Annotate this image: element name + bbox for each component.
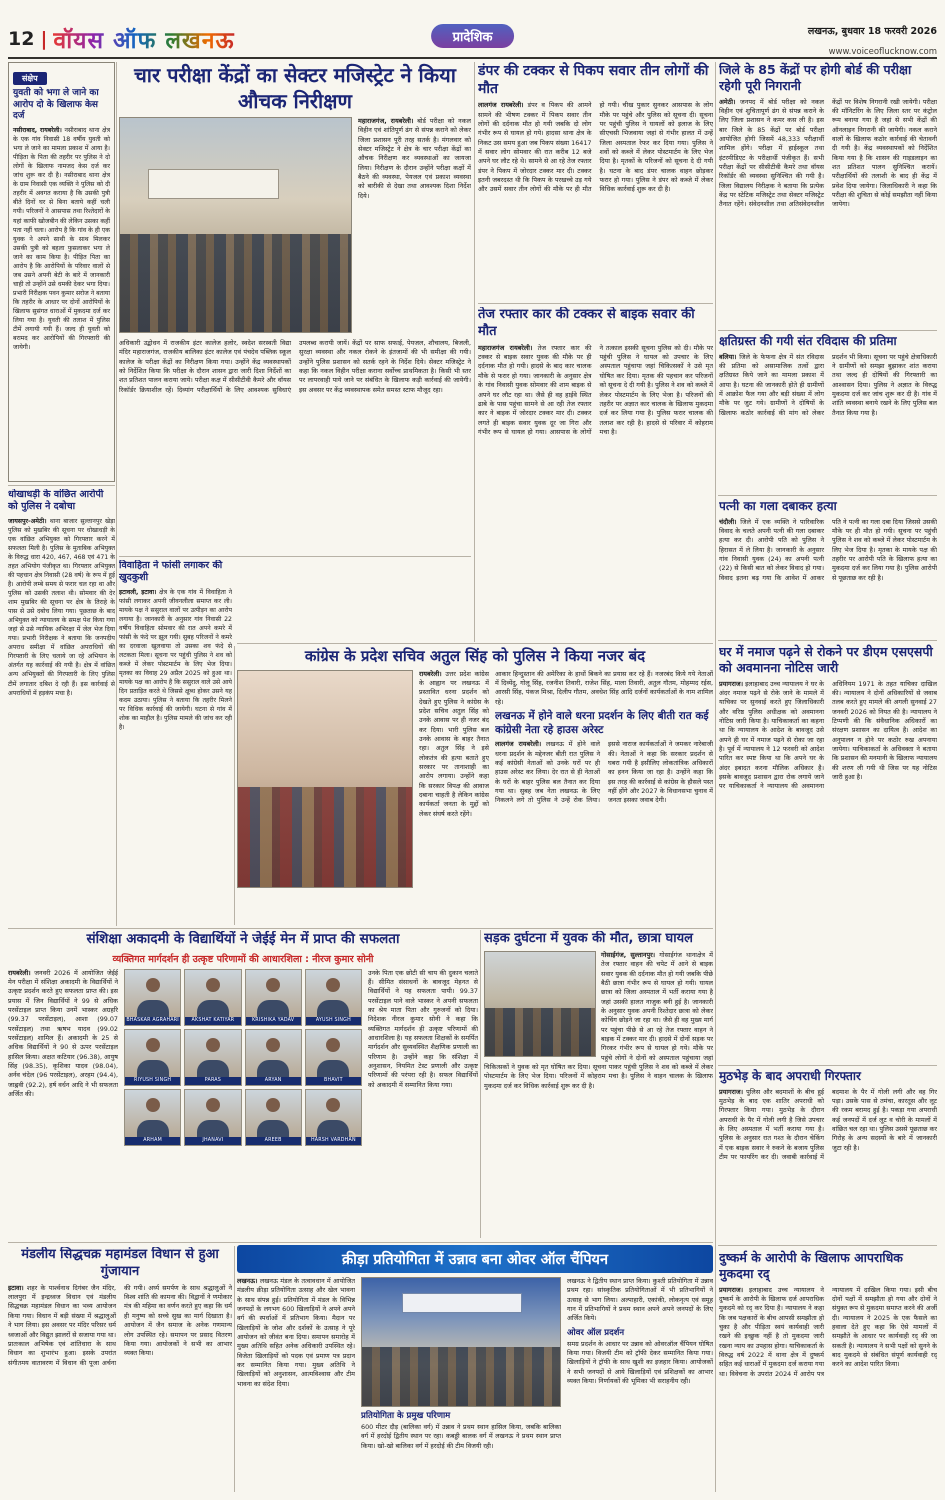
masthead [8, 20, 937, 59]
article-headline: मंडलीय सिद्धचक्र महामंडल विधान से हुआ गुंजायान [21, 1247, 219, 1279]
body-text: लखनऊ मंडल के तत्वावधान में आयोजित मंडलीय क्रीड़ा प्रतियोगिता उत्साह और खेल भावना के साथ संपन्न हुई। प्रतियोगिता में मंडल के विभिन्न जनपदों के लगभग 600 खिलाड़ियों ने अपने अपने वर्ग की स्पर्धाओं में प्रतिभाग किया। मैदान पर खिलाड़ियों के जोश और दर्शकों के उत्साह ने पूरे आयोजन को जीवंत बना दिया। समापन समारोह में मुख्य अतिथि सहित अनेक अधिकारी उपस्थित रहे। विजेता खिलाड़ियों को पदक एवं प्रमाण पत्र प्रदान कर सम्मानित किया गया। मुख्य अतिथि ने खिलाड़ियों को अनुशासन, आत्मविश्वास और टीम भावना का संदेश दिया। [237, 1277, 355, 1388]
article-body [8, 1284, 232, 1482]
article-headline: दुष्कर्म के आरोपी के खिलाफ आपराधिक मुकदमा रद् [719, 1250, 903, 1282]
article-headline: क्षतिग्रस्त की गयी संत रविदास की प्रतिमा [719, 334, 897, 348]
body-text [719, 1286, 937, 1379]
student-photo [184, 1029, 241, 1086]
body-text: इलाहाबाद उच्च न्यायालय ने घर के अंदर नमाज पढ़ने से रोके जाने के मामले में याचिका पर सुनवाई करते हुए जिलाधिकारी और वरिष्ठ पुलिस अधीक्षक को अवमानना नोटिस जारी किया है। याचिकाकर्ता का कहना था कि न्यायालय के आदेश के बावजूद उसे अपने ही घर में नमाज पढ़ने से रोका जा रहा है। पूर्व में न्यायालय ने 12 फरवरी को आदेश पारित कर स्पष्ट किया था कि अपने घर के अंदर इबादत करना मौलिक अधिकार है। इसके बावजूद प्रशासन द्वारा रोक लगाये जाने पर याचिकाकर्ता ने न्यायालय की अवमानना अधिनियम 1971 के तहत याचिका दाखिल की। न्यायालय ने दोनों अधिकारियों से जवाब तलब करते हुए मामले की अगली सुनवाई 27 जनवरी 2026 को नियत की है। न्यायालय ने टिप्पणी की कि संवैधानिक अधिकारों का संरक्षण प्रशासन का दायित्व है। आदेश का अनुपालन न होने पर कठोर रुख अपनाया जायेगा। याचिकाकर्ता के अधिवक्ता ने बताया कि प्रशासन की मनमानी के खिलाफ न्यायालय की शरण ली गयी थी जिस पर यह नोटिस जारी हुआ है। [719, 679, 937, 791]
body-text: नसीराबाद थाना क्षेत्र के एक गांव निवासी 18 वर्षीय युवती को भगा ले जाने का मामला प्रकाश में आया है। पीड़िता के पिता की तहरीर पर पुलिस ने दो लोगों के खिलाफ नामजद केस दर्ज कर जांच शुरू कर दी है। नसीराबाद थाना क्षेत्र के ग्राम निवासी एक व्यक्ति ने पुलिस को दी तहरीर में अवगत कराया है कि उसकी पुत्री बीते दिनों घर से बिना बताये कहीं चली गयी। परिजनों ने आसपास तथा रिश्तेदारों के यहां काफी खोजबीन की लेकिन उसका कहीं पता नहीं चला। आरोप है कि गांव के ही एक युवक ने अपने साथी के साथ मिलकर उसकी पुत्री को बहला फुसलाकर भगा ले जाने का काम किया है। पीड़ित पिता का आरोप है कि आरोपियों के परिवार वालों से जब उसने अपनी बेटी के बारे में जानकारी चाही तो उन्होंने उसे धमकी देकर भगा दिया। प्रभारी निरीक्षक पवन कुमार सरोज ने बताया कि तहरीर के आधार पर दोनों आरोपियों के खिलाफ सुसंगत धाराओं में मुकदमा दर्ज कर लिया गया है। युवती की तलाश में पुलिस टीमें लगायी गयी हैं। जल्द ही युवती को बरामद कर आरोपियों की गिरफ्तारी की जायेगी। [13, 127, 110, 352]
congress-row [237, 670, 713, 916]
article-headline: तेज रफ्तार कार की टक्कर से बाइक सवार की मौत [478, 307, 695, 339]
dateline: जायसपुर-अमेठी। [8, 517, 47, 525]
dateline: नसीराबाद, रायबरेली। [13, 127, 62, 135]
student-name: PARAS [185, 1077, 240, 1085]
overall-body: समग्र प्रदर्शन के आधार पर उन्नाव को ओवरऑल चैंपियन घोषित किया गया। विजयी टीम को ट्रॉफी देकर सम्मानित किया गया। खिलाड़ियों ने ट्रॉफी के साथ खुशी का इजहार किया। आयोजकों ने सभी जनपदों से आये खिलाड़ियों एवं प्रशिक्षकों का आभार व्यक्त किया। निर्णायकों की भूमिका भी सराहनीय रही। [567, 1339, 713, 1386]
body-text [478, 344, 713, 437]
briefs-box-title: संक्षेप [13, 72, 47, 85]
article-board-exam [719, 62, 937, 326]
dateline: चंदौली। [719, 517, 737, 526]
student-portrait-photo [125, 1090, 180, 1137]
divider [116, 62, 117, 926]
sports-right-text: लखनऊ ने द्वितीय स्थान प्राप्त किया। कुश्ती प्रतियोगिता में उन्नाव प्रथम रहा। सांस्कृतिक प्रतियोगिताओं में भी प्रतिभागियों ने उत्साह से भाग लिया। अल्पाहारी, एकांकी, लोकनृत्य एवं समूह गान में प्रतिभागियों ने प्रथम स्थान अपने अपने जनपदों के लिए अर्जित किये। [567, 1277, 713, 1323]
article-body [119, 588, 232, 733]
dateline: अमेठी। [719, 97, 736, 106]
body-text: जनपद में बोर्ड परीक्षा को नकल विहीन एवं शुचितापूर्ण ढंग से संपन्न कराने के लिए जिला प्रशासन ने कमर कस ली है। इस बार जिले के 85 केंद्रों पर बोर्ड परीक्षा आयोजित होगी जिसमें 48,333 परीक्षार्थी शामिल होंगे। परीक्षा में हाईस्कूल तथा इंटरमीडिएट के परीक्षार्थी पंजीकृत हैं। सभी परीक्षा केंद्रों पर सीसीटीवी कैमरे तथा वॉयस रिकॉर्डर की व्यवस्था सुनिश्चित की गयी है। जिला विद्यालय निरीक्षक ने बताया कि प्रत्येक केंद्र पर स्टेटिक मजिस्ट्रेट तथा सेक्टर मजिस्ट्रेट तैनात रहेंगे। संवेदनशील तथा अतिसंवेदनशील केंद्रों पर विशेष निगरानी रखी जायेगी। परीक्षा की मॉनिटरिंग के लिए जिला स्तर पर कंट्रोल रूम बनाया गया है जहां से सभी केंद्रों की ऑनलाइन निगरानी की जायेगी। नकल कराने वालों के खिलाफ कठोर कार्रवाई की चेतावनी दी गयी है। केंद्र व्यवस्थापकों को निर्देशित किया गया है कि शासन की गाइडलाइन का शत प्रतिशत पालन सुनिश्चित करायें। परीक्षार्थियों की तलाशी के बाद ही केंद्र में प्रवेश दिया जायेगा। जिलाधिकारी ने कहा कि परीक्षा की शुचिता से कोई समझौता नहीं किया जायेगा। [719, 97, 937, 209]
dateline: प्रयागराज। [719, 679, 744, 688]
article-encounter-arrest [719, 1069, 937, 1239]
jee-photo-grid [124, 969, 362, 1227]
article-suicide [119, 560, 232, 925]
article-briefs [8, 62, 115, 482]
dateline: इटावली, इटावा। [119, 588, 157, 596]
page-number: 12 [8, 27, 35, 50]
article-congress-detained [237, 647, 713, 925]
jee-row [8, 969, 478, 1227]
student-portrait-photo [306, 1090, 361, 1137]
student-name: BHAVIT [306, 1077, 361, 1085]
article-sports-champion [237, 1245, 713, 1495]
divider [237, 643, 713, 644]
body-text: जनवरी 2026 में आयोजित जेईई मेन परीक्षा में संशिक्षा अकादमी के विद्यार्थियों ने उत्कृष्ट प्रदर्शन करते हुए सफलता प्राप्त की। इस प्रयास में जिन विद्यार्थियों ने 99 से अधिक परसेंटाइल प्राप्त किया उनमें भास्कर अग्रहरि (99.37 परसेंटाइल), आशा (99.07 परसेंटाइल) तथा ऋषभ यादव (99.02 परसेंटाइल) शामिल हैं। अकादमी के 25 से अधिक विद्यार्थियों ने 90 से ऊपर परसेंटाइल हासिल किया। अक्षत कटियार (96.38), आयुष सिंह (98.35), कृशिका यादव (98.04), अर्नव चंदेल (96 परसेंटाइल), अरहम (94.4), जाह्नवी (92.2), हर्ष वर्धन आदि ने भी सफलता अर्जित की। [8, 968, 118, 1099]
student-photo [124, 1029, 181, 1086]
divider [718, 1245, 937, 1246]
masthead-separator: | [40, 27, 48, 50]
divider [8, 928, 713, 929]
article-headline: लखनऊ में होने वाले धरना प्रदर्शन के लिए बीती रात कई कांग्रेसी नेता रहे हाउस अरेस्ट [495, 709, 709, 736]
article-fraud-arrest [8, 489, 115, 926]
results-title: प्रतियोगिता के प्रमुख परिणाम [361, 1411, 451, 1421]
jee-right-text [368, 969, 478, 1227]
student-name: HARSH VARDHAN [306, 1137, 361, 1145]
student-portrait-photo [185, 1030, 240, 1077]
body-text: शहर के पार्श्वनाथ दिगंबर जैन मंदिर, लालपुरा में इन्द्रध्वज विधान एवं मंडलीय सिद्धचक्र महामंडल विधान का भव्य आयोजन किया गया। विधान में बड़ी संख्या में श्रद्धालुओं ने भाग लिया। इस अवसर पर मंदिर परिसर धर्म ध्वजाओं और विद्युत झालरों से सजाया गया था। प्रातःकाल अभिषेक एवं शांतिधारा के साथ विधान का शुभारंभ हुआ। इसके उपरांत संगीतमय वातावरण में विधान की पूजा अर्चना की गयी। अर्घ्य समर्पण के साथ श्रद्धालुओं ने विश्व शांति की कामना की। विद्वानों ने णमोकार मंत्र की महिमा का वर्णन करते हुए कहा कि धर्म ही मनुष्य को सच्चे सुख का मार्ग दिखाता है। आयोजन में जैन समाज के अनेक गणमान्य लोग उपस्थित रहे। समापन पर प्रसाद वितरण किया गया। आयोजकों ने सभी का आभार व्यक्त किया। [8, 1283, 232, 1367]
student-photo [245, 969, 302, 1026]
divider [478, 303, 713, 304]
student-name: AYUSH SINGH [306, 1017, 361, 1025]
article-headline: मुठभेड़ के बाद अपराधी गिरफ्तार [719, 1069, 861, 1083]
divider [119, 556, 471, 557]
accident-photo [484, 951, 596, 1057]
article-contempt-notice [719, 644, 937, 1062]
congress-photo [237, 670, 413, 888]
article-subhead: व्यक्तिगत मार्गदर्शन ही उत्कृष्ट परिणामों की आधारशिला : नीरज कुमार सोनी [112, 953, 374, 965]
inspection-top-row [119, 117, 471, 335]
body-text: तेज रफ्तार कार की टक्कर से बाइक सवार युवक की मौके पर ही दर्दनाक मौत हो गयी। हादसे के बाद कार चालक मौके से फरार हो गया। जानकारी के अनुसार क्षेत्र के गांव निवासी युवक सोमवार की शाम बाइक से अपने घर लौट रहा था। जैसे ही वह हाईवे स्थित ढाबे के पास पहुंचा सामने से आ रही तेज रफ्तार कार ने बाइक में जोरदार टक्कर मार दी। टक्कर लगते ही बाइक सवार युवक दूर जा गिरा और गंभीर रूप से घायल हो गया। आसपास के लोगों ने तत्काल इसकी सूचना पुलिस को दी। मौके पर पहुंची पुलिस ने घायल को उपचार के लिए अस्पताल पहुंचाया जहां चिकित्सकों ने उसे मृत घोषित कर दिया। मृतक की पहचान कर परिजनों को सूचना दे दी गयी है। पुलिस ने शव को कब्जे में लेकर पोस्टमार्टम के लिए भेजा है। परिजनों की तहरीर पर अज्ञात कार चालक के खिलाफ मुकदमा दर्ज कर लिया गया है। पुलिस फरार चालक की तलाश कर रही है। हादसे से परिवार में कोहराम मचा है। [478, 343, 713, 436]
body-text [8, 1284, 232, 1368]
student-portrait-photo [306, 1030, 361, 1077]
student-portrait-photo [306, 970, 361, 1017]
body-text: क्षेत्र के एक गांव में विवाहिता ने फांसी लगाकर अपनी जीवनलीला समाप्त कर ली। मायके पक्ष ने ससुराल वालों पर उत्पीड़न का आरोप लगाया है। जानकारी के अनुसार गांव निवासी 22 वर्षीय विवाहिता सोमवार की रात अपने कमरे में फांसी के फंदे पर झूल गयी। सुबह परिजनों ने कमरे का दरवाजा खुलवाया तो उसका शव फंदे से लटकता मिला। सूचना पर पहुंची पुलिस ने शव को कब्जे में लेकर पोस्टमार्टम के लिए भेज दिया। मृतका का विवाह 29 अप्रैल 2025 को हुआ था। मायके पक्ष का आरोप है कि ससुराल वाले उसे आये दिन प्रताड़ित करते थे जिससे क्षुब्ध होकर उसने यह कदम उठाया। पुलिस ने बताया कि तहरीर मिलने पर विधिक कार्रवाई की जायेगी। घटना से गांव में शोक का माहौल है। पुलिस मामले की जांच कर रही है। [119, 588, 232, 732]
article-body [719, 1088, 937, 1230]
divider [8, 485, 115, 486]
article-body [495, 740, 713, 882]
divider [718, 1065, 937, 1066]
body-text [719, 518, 937, 583]
divider [234, 646, 235, 925]
article-body [719, 518, 937, 632]
divider [718, 495, 937, 496]
article-headline: डंपर की टक्कर से पिकप सवार तीन लोगों की मौत [478, 63, 709, 98]
divider [715, 62, 716, 1492]
body-text: जिले के फेफना क्षेत्र में संत रविदास की प्रतिमा को असामाजिक तत्वों द्वारा क्षतिग्रस्त किये जाने का मामला प्रकाश में आया है। घटना की जानकारी होते ही ग्रामीणों में आक्रोश फैल गया और बड़ी संख्या में लोग मौके पर जुट गये। ग्रामीणों ने दोषियों के खिलाफ कठोर कार्रवाई की मांग को लेकर प्रदर्शन भी किया। सूचना पर पहुंचे क्षेत्राधिकारी ने ग्रामीणों को समझा बुझाकर शांत कराया तथा जल्द ही दोषियों की गिरफ्तारी का आश्वासन दिया। पुलिस ने अज्ञात के विरुद्ध मुकदमा दर्ज कर जांच शुरू कर दी है। गांव में शांति व्यवस्था बनाये रखने के लिए पुलिस बल तैनात किया गया है। [719, 352, 937, 417]
divider [718, 640, 937, 641]
paper-name: वॉयस ऑफ लखनऊ [53, 23, 234, 55]
article-case-quashed [719, 1250, 937, 1492]
article-body [719, 680, 937, 1042]
dateline: लालगंज रायबरेली। [478, 101, 524, 110]
student-name: AREEB [246, 1137, 301, 1145]
article-body [8, 517, 115, 698]
article-headline: चार परीक्षा केंद्रों का सेक्टर मजिस्ट्रेट ने किया औचक निरीक्षण [134, 63, 456, 113]
divider [474, 62, 475, 642]
article-body [358, 117, 471, 201]
dateline: गोसाईगंज, सुल्तानपुर। [601, 950, 656, 959]
body-text: उत्तर प्रदेश कांग्रेस के आह्वान पर लखनऊ में प्रस्तावित धरना प्रदर्शन को देखते हुए पुलिस ने कांग्रेस के प्रदेश सचिव अतुल सिंह को उनके आवास पर ही नजर बंद कर दिया। भारी पुलिस बल उनके आवास के बाहर तैनात रहा। अतुल सिंह ने इसे लोकतंत्र की हत्या बताते हुए सरकार पर तानाशाही का आरोप लगाया। उन्होंने कहा कि सरकार विपक्ष की आवाज दबाना चाहती है लेकिन कांग्रेस कार्यकर्ता जनता के मुद्दों को लेकर संघर्ष करते रहेंगे। [419, 669, 489, 818]
article-headline: जिले के 85 केंद्रों पर होगी बोर्ड की परीक्षा रहेगी पूरी निगरानी [719, 62, 912, 94]
article-vidhan [8, 1247, 232, 1492]
body-text [719, 1088, 937, 1163]
dateline: महाराजगंज रायबरेली। [478, 343, 533, 352]
briefs-box [8, 62, 115, 482]
student-photo [245, 1029, 302, 1086]
body-text [495, 740, 713, 805]
student-photo [305, 969, 362, 1026]
divider [718, 330, 937, 331]
article-inspection [119, 62, 471, 554]
article-body [478, 101, 713, 297]
sports-left-text [237, 1277, 355, 1491]
article-body [419, 670, 489, 820]
sports-mid-col [361, 1277, 561, 1491]
divider [234, 1246, 235, 1492]
student-name: ARHAM [125, 1137, 180, 1145]
results-body: 600 मीटर दौड़ (बालिका वर्ग) में उन्नाव ने प्रथम स्थान हासिल किया, जबकि बालिका वर्ग में हरदोई द्वितीय स्थान पर रहा। कबड्डी बालक वर्ग में लखनऊ ने प्रथम स्थान प्राप्त किया। खो-खो बालिका वर्ग में हरदोई की टीम विजयी रही। [361, 1423, 561, 1450]
congress-body-col [419, 670, 489, 914]
dateline: बलिया। [719, 352, 737, 361]
dateline: रायबरेली। [419, 669, 442, 678]
dateline: इटावा। [8, 1283, 24, 1292]
body-text: जिले में एक व्यक्ति ने पारिवारिक विवाद के चलते अपनी पत्नी की गला दबाकर हत्या कर दी। आरोपी पति को पुलिस ने हिरासत में ले लिया है। जानकारी के अनुसार गांव निवासी युवक (24) का अपनी पत्नी (22) से किसी बात को लेकर विवाद हो गया। विवाद इतना बढ़ गया कि आवेश में आकर पति ने पत्नी का गला दबा दिया जिससे उसकी मौके पर ही मौत हो गयी। सूचना पर पहुंची पुलिस ने शव को कब्जे में लेकर पोस्टमार्टम के लिए भेज दिया है। मृतका के मायके पक्ष की तहरीर पर आरोपी पति के खिलाफ हत्या का मुकदमा दर्ज कर लिया गया है। पुलिस आरोपी से पूछताछ कर रही है। [719, 517, 937, 582]
article-jee-success [8, 931, 478, 1239]
body-text: इलाहाबाद उच्च न्यायालय ने दुष्कर्म के आरोपी के खिलाफ दर्ज आपराधिक मुकदमे को रद् कर दिया है। न्यायालय ने कहा कि जब पक्षकारों के बीच आपसी समझौता हो चुका है और पीड़िता स्वयं कार्यवाही जारी रखने की इच्छुक नहीं है तो मुकदमा जारी रखना न्याय का उपहास होगा। याचिकाकर्ता के विरुद्ध वर्ष 2022 में थाना क्षेत्र में दुष्कर्म सहित कई धाराओं में मुकदमा दर्ज कराया गया था। विवेचना के उपरांत 2024 में आरोप पत्र न्यायालय में दाखिल किया गया। इसी बीच दोनों पक्षों में समझौता हो गया और दोनों ने संयुक्त रूप से मुकदमा समाप्त करने की अर्जी दी। न्यायालय ने 2025 के एक फैसले का हवाला देते हुए कहा कि ऐसे मामलों में समझौते के आधार पर कार्यवाही रद् की जा सकती है। न्यायालय ने सभी पक्षों को सुनने के बाद मुकदमे से संबंधित संपूर्ण कार्यवाही रद् करने का आदेश पारित किया। [719, 1285, 937, 1378]
student-photo-grid [124, 969, 362, 1146]
body-text: बोर्ड परीक्षा को नकल विहीन एवं शांतिपूर्ण ढंग से संपन्न कराने को लेकर जिला प्रशासन पूरी तरह सतर्क है। मंगलवार को सेक्टर मजिस्ट्रेट ने क्षेत्र के चार परीक्षा केंद्रों का औचक निरीक्षण कर व्यवस्थाओं का जायजा लिया। निरीक्षण के दौरान उन्होंने परीक्षा कक्षों में बैठने की व्यवस्था, पेयजल एवं प्रकाश व्यवस्था को बारीकी से देखा तथा आवश्यक दिशा निर्देश दिये। [358, 117, 471, 200]
student-photo [184, 1089, 241, 1146]
article-body [719, 353, 937, 479]
sports-row [237, 1277, 713, 1491]
article-statue-damaged [719, 334, 937, 492]
article-body [719, 1286, 937, 1482]
student-name: AKSHAT KATIYAR [185, 1017, 240, 1025]
student-portrait-photo [185, 970, 240, 1017]
masthead-right [808, 19, 937, 59]
article-headline: पत्नी का गला दबाकर हत्या [719, 499, 837, 513]
body-text [719, 680, 937, 792]
section-badge: प्रादेशिक [431, 24, 515, 48]
body-text: पुलिस और बदमाशों के बीच हुई मुठभेड़ के बाद एक शातिर अपराधी को गिरफ्तार किया गया। मुठभेड़ के दौरान अपराधी के पैर में गोली लगी है जिसे उपचार के लिए अस्पताल में भर्ती कराया गया है। पुलिस के अनुसार रात गश्त के दौरान चेकिंग में एक बाइक सवार ने रुकने के बजाय पुलिस टीम पर फायरिंग कर दी। जवाबी कार्रवाई में बदमाश के पैर में गोली लगी और वह गिर पड़ा। उसके पास से तमंचा, कारतूस और लूट की रकम बरामद हुई है। पकड़ा गया अपराधी कई जनपदों में दर्ज लूट व चोरी के मामलों में वांछित चल रहा था। पुलिस उससे पूछताछ कर गिरोह के अन्य सदस्यों के बारे में जानकारी जुटा रही है। [719, 1087, 937, 1161]
article-body [8, 969, 118, 1100]
student-photo [184, 969, 241, 1026]
article-headline: कांग्रेस के प्रदेश सचिव अतुल सिंह को पुलिस ने किया नजर बंद [304, 647, 646, 665]
article-headline-banner: क्रीड़ा प्रतियोगिता में उन्नाव बना ओवर ऑल चैंपियन [237, 1245, 713, 1273]
inspection-lower-text [119, 339, 471, 545]
student-portrait-photo [125, 1030, 180, 1077]
article-headline: धोखाधड़ी के वांछित आरोपी को पुलिस ने दबोचा [8, 489, 104, 513]
body-text: लखनऊ में होने वाले धरना प्रदर्शन के मद्देनजर बीती रात पुलिस ने कई कांग्रेसी नेताओं को उनके घरों पर ही हाउस अरेस्ट कर लिया। देर रात से ही नेताओं के घरों के बाहर पुलिस बल तैनात कर दिया गया था। सुबह जब नेता लखनऊ के लिए निकलने लगे तो पुलिस ने उन्हें रोक लिया। इससे नाराज कार्यकर्ताओं ने जमकर नारेबाजी की। नेताओं ने कहा कि सरकार प्रदर्शन से घबरा गयी है इसीलिए लोकतांत्रिक अधिकारों का हनन किया जा रहा है। उन्होंने कहा कि इस तरह की कार्रवाई से कांग्रेस के हौसले पस्त नहीं होंगे और 2027 के विधानसभा चुनाव में जनता इसका जवाब देगी। [495, 740, 713, 805]
article-body [719, 98, 937, 316]
overall-title: ओवर ऑल प्रदर्शन [567, 1327, 625, 1338]
student-portrait-photo [125, 970, 180, 1017]
article-headline: घर में नमाज पढ़ने से रोकने पर डीएम एसएसपी को अवमानना नोटिस जारी [719, 644, 933, 676]
dateline: रायबरेली। [8, 968, 31, 977]
body-text [719, 98, 937, 210]
body-text: गोसाईगंज थानाक्षेत्र में तेज रफ्तार वाहन की चपेट में आने से बाइक सवार युवक की दर्दनाक मौत हो गयी जबकि पीछे बैठी छात्रा गंभीर रूप से घायल हो गयी। घायल छात्रा को जिला अस्पताल में भर्ती कराया गया है जहां उसकी हालत नाजुक बनी हुई है। जानकारी के अनुसार युवक अपनी रिश्तेदार छात्रा को लेकर कोचिंग छोड़ने जा रहा था। जैसे ही वह मुख्य मार्ग पर पहुंचा पीछे से आ रहे तेज रफ्तार वाहन ने बाइक में टक्कर मार दी। हादसे में दोनों सड़क पर गिरकर गंभीर रूप से घायल हो गये। मौके पर पहुंचे लोगों ने दोनों को अस्पताल पहुंचाया जहां चिकित्सकों ने युवक को मृत घोषित कर दिया। सूचना पाकर पहुंची पुलिस ने शव को कब्जे में लेकर पोस्टमार्टम के लिए भेज दिया। परिजनों में कोहराम मचा है। पुलिस ने वाहन चालक के खिलाफ मुकदमा दर्ज कर विधिक कार्रवाई शुरू कर दी है। [484, 950, 713, 1090]
student-name: JHANAVI [185, 1137, 240, 1145]
date-line: लखनऊ, बुधवार 18 फरवरी 2026 [807, 25, 937, 37]
article-dumper-crash [478, 62, 713, 301]
dateline: लालगंज रायबरेली। [495, 740, 542, 749]
inspection-photo [119, 117, 352, 333]
dateline: प्रयागराज। [719, 1285, 744, 1294]
article-wife-murder [719, 499, 937, 637]
student-portrait-photo [185, 1090, 240, 1137]
body-text: अधिकारी उद्बोधन में राजकीय इंटर कालेज हलोर, स्वदेश सरस्वती विद्या मंदिर महाराजगंज, राजकीय बालिका इंटर कालेज एवं पंचदेव पब्लिक स्कूल कालेज के परीक्षा केंद्रों का निरीक्षण किया गया। उन्होंने केंद्र व्यवस्थापकों को निर्देशित किया कि परीक्षा के दौरान शासन द्वारा जारी दिशा निर्देशों का शत प्रतिशत पालन कराया जाये। परीक्षा कक्ष में सीसीटीवी कैमरे और वॉयस रिकॉर्डर क्रियाशील रहें। दिव्यांग परीक्षार्थियों के लिए आवश्यक सुविधाएं उपलब्ध करायी जायें। केंद्रों पर साफ सफाई, पेयजल, शौचालय, बिजली, सुरक्षा व्यवस्था और नकल रोकने के इंतजामों की भी समीक्षा की गयी। उन्होंने पुलिस प्रशासन को सतर्क रहने के निर्देश दिये। सेक्टर मजिस्ट्रेट ने कहा कि नकल विहीन परीक्षा कराना सर्वोच्च प्राथमिकता है। किसी भी स्तर पर लापरवाही पाये जाने पर संबंधित के खिलाफ कड़ी कार्रवाई की जायेगी। इस अवसर पर केंद्र व्यवस्थापक समेत समस्त स्टाफ मौजूद रहा। [119, 339, 471, 394]
article-body [13, 126, 110, 352]
student-photo [245, 1089, 302, 1146]
student-portrait-photo [246, 1030, 301, 1077]
sports-photo [361, 1277, 561, 1407]
student-photo [305, 1089, 362, 1146]
student-name: RIYUSH SINGH [125, 1077, 180, 1085]
article-headline: सड़क दुर्घटना में युवक की मौत, छात्रा घायल [484, 931, 693, 946]
article-headline: संशिक्षा अकादमी के विद्यार्थियों ने जेईई मेन में प्राप्त की सफलता [86, 931, 400, 947]
jee-left-text [8, 969, 118, 1227]
dateline: प्रयागराज। [719, 1087, 744, 1096]
article-bike-death [478, 307, 713, 640]
article-body [237, 1277, 355, 1389]
student-photo [124, 1089, 181, 1146]
house-arrest-col [495, 670, 713, 916]
dateline: महाराजगंज, रायबरेली। [358, 117, 414, 125]
sports-right-col [567, 1277, 713, 1491]
dateline: लखनऊ। [237, 1277, 258, 1285]
article-body [478, 344, 713, 632]
article-headline: विवाहिता ने फांसी लगाकर की खुदकुशी [119, 560, 223, 584]
divider [8, 1242, 713, 1243]
student-portrait-photo [246, 1090, 301, 1137]
divider [480, 930, 481, 1238]
student-photo [124, 969, 181, 1026]
inspection-side-text [358, 117, 471, 335]
body-text [719, 353, 937, 418]
student-photo [305, 1029, 362, 1086]
article-road-accident [484, 931, 713, 1239]
body-text: डंपर व पिकप की आमने सामने की भीषण टक्कर में पिकप सवार तीन लोगों की दर्दनाक मौत हो गयी जबकि दो लोग गंभीर रूप से घायल हो गये। हादसा थाना क्षेत्र के निकट उस समय हुआ जब पिकप संख्या 16417 में सवार लोग सोमवार की रात करीब 12 बजे अपने घर लौट रहे थे। सामने से आ रहे तेज रफ्तार डंपर ने पिकप में जोरदार टक्कर मार दी। टक्कर इतनी जबरदस्त थी कि पिकप के परखच्चे उड़ गये और उसमें सवार तीन लोगों की मौके पर ही मौत हो गयी। चीख पुकार सुनकर आसपास के लोग मौके पर पहुंचे और पुलिस को सूचना दी। सूचना पर पहुंची पुलिस ने घायलों को इलाज के लिए सीएचसी भिजवाया जहां से गंभीर हालत में उन्हें जिला अस्पताल रेफर कर दिया गया। पुलिस ने शवों को कब्जे में लेकर पोस्टमार्टम के लिए भेज दिया है। मृतकों के परिजनों को सूचना दे दी गयी है। घटना के बाद डंपर चालक वाहन छोड़कर फरार हो गया। पुलिस ने डंपर को कब्जे में लेकर विधिक कार्रवाई शुरू कर दी है। [478, 101, 713, 194]
congress-names-text: आकार हिन्दुस्तान की अमेरिका के हाथों बिकने का प्रयास कर रहे हैं। नजरबंद किये गये नेताओं में दिव्येंदु, गोलू सिंह, रजनीश तिवारी, राजेश सिंह, माला तिवारी, अतुल गौतम, मोहम्मद रईस, आरसी सिंह, पंकज मिश्रा, दिलीप गौतम, अवधेश सिंह आदि दर्जनों कार्यकर्ताओं के नाम शामिल रहे। [495, 669, 713, 706]
student-portrait-photo [246, 970, 301, 1017]
body-text: थाना बाजार सुल्तानपुर खेड़ा पुलिस को मुखबिर की सूचना पर धोखाधड़ी के एक वांछित अभियुक्त को गिरफ्तार करने में सफलता मिली है। पुलिस के मुताबिक अभियुक्त के विरुद्ध धारा 420, 467, 468 एवं 471 के तहत अभियोग पंजीकृत था। गिरफ्तार अभियुक्त की पहचान क्षेत्र निवासी (28 वर्ष) के रूप में हुई है। आरोपी लम्बे समय से फरार चल रहा था और पुलिस को उसकी तलाश थी। सोमवार की देर शाम मुखबिर की सूचना पर क्षेत्र के तिराहे के पास से उसे दबोच लिया गया। पूछताछ के बाद अभियुक्त को न्यायालय के समक्ष पेश किया गया जहां से उसे न्यायिक अभिरक्षा में जेल भेज दिया गया। प्रभारी निरीक्षक ने बताया कि जनपदीय अपराध समीक्षा में वांछित अपराधियों की गिरफ्तारी के लिए चलाये जा रहे अभियान के अंतर्गत यह कार्रवाई की गयी है। क्षेत्र में वांछित अन्य अभियुक्तों की गिरफ्तारी के लिए पुलिस टीमें लगातार दबिश दे रही हैं। इस कार्रवाई से अपराधियों में हड़कंप मचा है। [8, 517, 115, 697]
student-name: BHASKAR AGRAHARI [126, 1018, 179, 1024]
website-link[interactable]: www.voiceoflucknow.com [828, 46, 937, 57]
body-text [478, 101, 713, 194]
student-name: ARYAN [246, 1077, 301, 1085]
body-text: उनके पिता एक छोटी सी चाय की दुकान चलाते हैं। सीमित संसाधनों के बावजूद मेहनत से विद्यार्थियों ने यह सफलता पायी। 99.37 परसेंटाइल पाने वाले भास्कर ने अपनी सफलता का श्रेय माता पिता और गुरुजनों को दिया। निदेशक नीरज कुमार सोनी ने कहा कि व्यक्तिगत मार्गदर्शन ही उत्कृष्ट परिणामों की आधारशिला है। यह सफलता शिक्षकों के समर्पित मार्गदर्शन और सुव्यवस्थित शैक्षणिक प्रणाली का परिणाम है। उन्होंने कहा कि संशिक्षा में अनुशासन, नियमित टेस्ट प्रणाली और उत्कृष्ट परिणामों की परंपरा रही है। सफल विद्यार्थियों को अकादमी में सम्मानित किया गया। [368, 968, 478, 1089]
student-name: KRISHIKA YADAV [246, 1017, 301, 1025]
article-headline: युवती को भगा ले जाने का आरोप दो के खिलाफ केस दर्ज [13, 88, 99, 122]
